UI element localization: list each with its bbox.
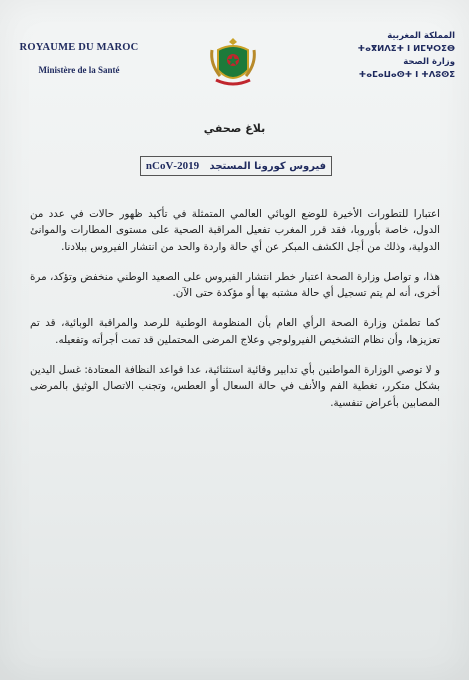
ministry-name-tifinagh: ⵜⴰⵎⴰⵡⴰⵙⵜ ⵏ ⵜⴷⵓⵙⵉ: [358, 70, 455, 80]
header-right-arabic-amazigh: [325, 30, 455, 82]
ministry-name-fr: Ministère de la Santé: [38, 65, 120, 75]
subject-box: [140, 156, 332, 176]
kingdom-name-tifinagh: ⵜⴰⴳⵍⴷⵉⵜ ⵏ ⵍⵎⵖⵔⵉⴱ: [357, 44, 455, 54]
ministry-name-ar: وزارة الصحة: [403, 57, 455, 67]
paragraph-3: كما تطمئن وزارة الصحة الرأي العام بأن المنظومة الوطنية للرصد والمراقبة الوبائية، قد تم تعزيزها، وأن نظام التشخيص الفيرولوجي وعلاج المرضى المحتملين قد تمت أجرأته وتفعيله.: [30, 317, 440, 346]
kingdom-name-fr: ROYAUME DU MAROC: [19, 42, 139, 53]
press-release-title: بلاغ صحفي: [203, 122, 266, 135]
header-left-french: [14, 42, 144, 75]
coat-of-arms-icon: [208, 36, 258, 88]
paragraph-2: هذا، و تواصل وزارة الصحة اعتبار خطر انتشار الفيروس على الصعيد الوطني منخفض وتؤكد، مرة أخرى، أنه لم يتم تسجيل أي حالة مشتبه بها أو مؤكدة حتى الآن.: [30, 270, 440, 300]
paragraph-1: اعتبارا للتطورات الأخيرة للوضع الوبائي العالمي المتمثلة في تأكيد ظهور حالات في عدد من الدول، خاصة بأوروبا، فقد قرر المغرب تفعيل المراقبة الصحية على مستوى المطارات والموانئ الدولية، وذلك من أجل الكشف المبكر عن أي حالة واردة والحد من انتشار الفيروس ببلادنا.: [30, 208, 440, 253]
press-release-body: [30, 206, 440, 425]
paragraph-4: و لا توصي الوزارة المواطنين بأي تدابير وقائية استثنائية، عدا قواعد النظافة المعتادة: غسل اليدين بشكل متكرر، تغطية الفم والأنف في حالة السعال أو العطس، وتجنب الاتصال الوثيق بالمرضى المصابين بأعراض تنفسية.: [30, 364, 440, 409]
subject-arabic: فيروس كورونا المستجد: [209, 161, 327, 172]
kingdom-name-ar: المملكة المغربية: [387, 31, 455, 41]
subject-code: 2019-nCoV: [145, 160, 200, 172]
